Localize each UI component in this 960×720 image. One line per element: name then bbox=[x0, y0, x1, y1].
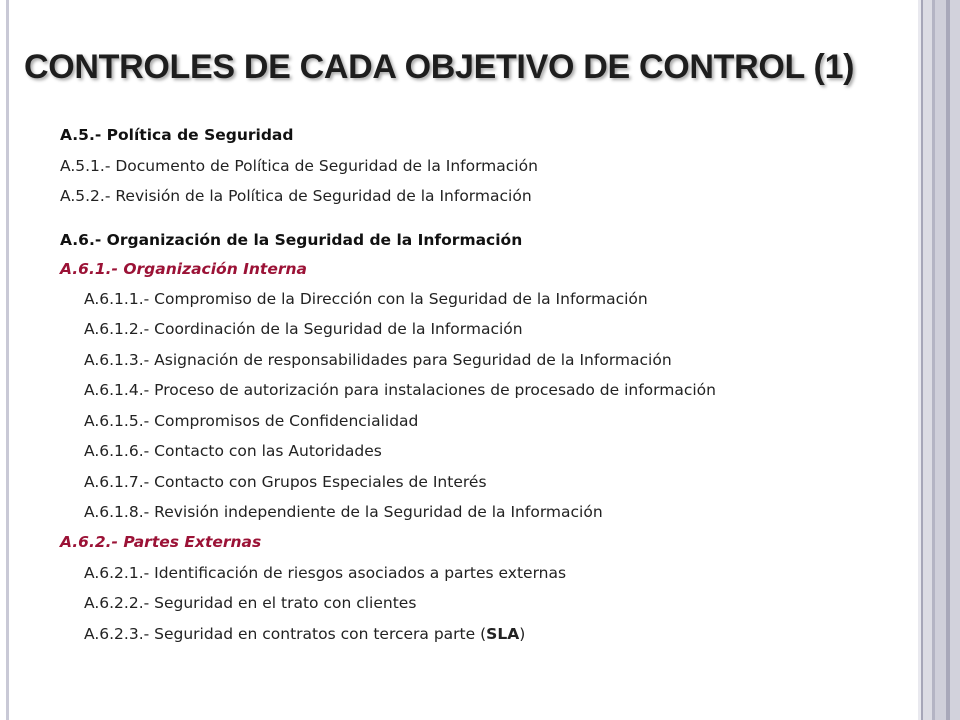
list-item: A.6.1.6.- Contacto con las Autoridades bbox=[84, 442, 382, 460]
slide-title: CONTROLES DE CADA OBJETIVO DE CONTROL (1) bbox=[24, 48, 855, 86]
list-item: A.5.2.- Revisión de la Política de Seguridad de la Información bbox=[60, 187, 532, 205]
list-item-text: A.6.2.3.- Seguridad en contratos con tercera parte ( bbox=[84, 625, 487, 643]
right-decorative-band bbox=[918, 0, 960, 720]
list-item: A.6.1.5.- Compromisos de Confidencialidad bbox=[84, 412, 419, 430]
list-item: A.6.1.1.- Compromiso de la Dirección con la Seguridad de la Información bbox=[84, 290, 648, 308]
list-item: A.6.1.8.- Revisión independiente de la Seguridad de la Información bbox=[84, 503, 603, 521]
list-item: A.5.1.- Documento de Política de Seguridad de la Información bbox=[60, 157, 538, 175]
sla-abbreviation: SLA bbox=[486, 625, 520, 643]
list-item: A.6.1.2.- Coordinación de la Seguridad de la Información bbox=[84, 320, 523, 338]
list-item: A.6.1.4.- Proceso de autorización para instalaciones de procesado de información bbox=[84, 381, 716, 399]
subsection-heading-a6-2: A.6.2.- Partes Externas bbox=[60, 533, 262, 551]
list-item: A.6.2.2.- Seguridad en el trato con clientes bbox=[84, 594, 417, 612]
subsection-heading-a6-1: A.6.1.- Organización Interna bbox=[60, 260, 307, 278]
list-item: A.6.1.3.- Asignación de responsabilidades para Seguridad de la Información bbox=[84, 351, 672, 369]
list-item: A.6.1.7.- Contacto con Grupos Especiales de Interés bbox=[84, 473, 487, 491]
left-border-line bbox=[6, 0, 9, 720]
list-item: A.6.2.1.- Identificación de riesgos asociados a partes externas bbox=[84, 564, 567, 582]
section-heading-a5: A.5.- Política de Seguridad bbox=[60, 126, 294, 144]
section-heading-a6: A.6.- Organización de la Seguridad de la Información bbox=[60, 231, 523, 249]
list-item-text-end: ) bbox=[519, 625, 526, 643]
list-item bbox=[84, 625, 525, 643]
